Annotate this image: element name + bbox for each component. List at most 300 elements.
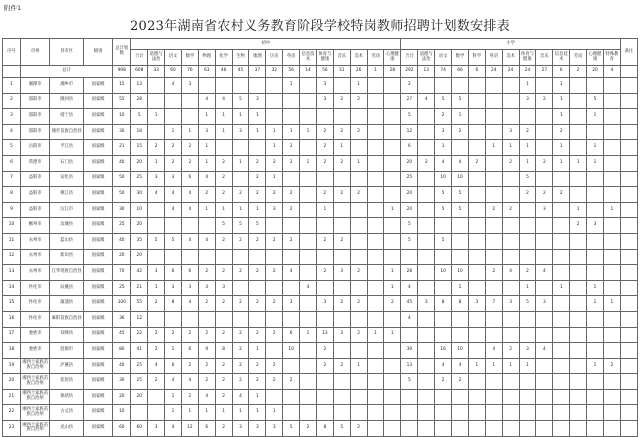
- cell-primary-value: [570, 93, 587, 109]
- cell-remark: [620, 327, 637, 343]
- cell-junior-value: 1: [215, 405, 232, 421]
- cell-junior-value: 2: [316, 358, 333, 374]
- table-row: [3, 171, 638, 187]
- cell-county: 绥宁县: [50, 109, 84, 125]
- cell-junior-value: 1: [249, 109, 266, 125]
- cell-primary-value: [519, 233, 536, 249]
- table-row: [3, 327, 638, 343]
- cell-junior-value: [384, 374, 401, 390]
- cell-primary-value: [418, 249, 435, 265]
- header-primary: 小学: [401, 39, 620, 50]
- cell-junior-value: 1: [384, 280, 401, 296]
- cell-primary-value: [553, 389, 570, 405]
- cell-junior-value: 1: [384, 327, 401, 343]
- cell-junior-value: 2: [266, 358, 283, 374]
- cell-junior-value: 45: [232, 66, 249, 78]
- cell-primary-value: [468, 374, 485, 390]
- table-row: [3, 202, 638, 218]
- cell-county: 新田县: [50, 249, 84, 265]
- cell-junior-value: [367, 171, 384, 187]
- cell-primary-value: [603, 311, 620, 327]
- cell-junior-value: 4: [165, 202, 182, 218]
- cell-primary-value: [468, 218, 485, 234]
- cell-level: 国家级: [84, 202, 113, 218]
- cell-county: 泸溪县: [50, 358, 84, 374]
- table-row: [3, 311, 638, 327]
- cell-primary-value: 10: [452, 171, 469, 187]
- cell-level: 国家级: [84, 358, 113, 374]
- cell-city: 永州市: [21, 233, 50, 249]
- cell-primary-value: [418, 358, 435, 374]
- cell-primary-value: 1: [468, 358, 485, 374]
- cell-remark: [620, 78, 637, 94]
- cell-primary-value: [536, 389, 553, 405]
- cell-primary-value: 5: [519, 296, 536, 312]
- cell-primary-value: [468, 249, 485, 265]
- cell-city: 娄底市: [21, 327, 50, 343]
- cell-junior-value: [384, 171, 401, 187]
- header-primary-subject: 音乐: [536, 50, 553, 66]
- cell-junior-value: [283, 389, 300, 405]
- cell-primary-value: 1: [435, 140, 452, 156]
- cell-junior-value: 2: [350, 93, 367, 109]
- cell-level: 国家级: [84, 93, 113, 109]
- cell-junior-value: 25: [131, 358, 148, 374]
- table-row: [3, 187, 638, 203]
- cell-primary-value: 5: [435, 93, 452, 109]
- cell-junior-value: [384, 421, 401, 437]
- cell-junior-value: [283, 311, 300, 327]
- cell-primary-value: 4: [401, 311, 418, 327]
- cell-plan-total: 25: [113, 280, 131, 296]
- cell-primary-value: [485, 93, 502, 109]
- cell-junior-value: 2: [249, 171, 266, 187]
- cell-seq: 16: [3, 311, 21, 327]
- cell-junior-value: 5: [215, 218, 232, 234]
- cell-primary-value: [418, 124, 435, 140]
- cell-junior-value: [333, 280, 350, 296]
- header-junior-subject: 数学: [181, 50, 198, 66]
- header-junior-subject: 心理健康: [384, 50, 401, 66]
- cell-seq: 22: [3, 405, 21, 421]
- cell-junior-value: 1: [300, 327, 317, 343]
- cell-plan-total: 30: [113, 374, 131, 390]
- cell-seq: 11: [3, 233, 21, 249]
- cell-junior-value: [367, 124, 384, 140]
- cell-junior-value: 20: [131, 218, 148, 234]
- cell-junior-value: 2: [316, 265, 333, 281]
- cell-junior-value: 5: [249, 218, 266, 234]
- cell-junior-value: [148, 405, 165, 421]
- cell-primary-value: [485, 311, 502, 327]
- cell-junior-value: [266, 218, 283, 234]
- cell-junior-value: [316, 218, 333, 234]
- cell-primary-value: [536, 124, 553, 140]
- header-primary-subject: 科学: [468, 50, 485, 66]
- cell-county: 蓝山县: [50, 233, 84, 249]
- cell-primary-value: 4: [452, 155, 469, 171]
- cell-level: 国家级: [84, 124, 113, 140]
- cell-primary-value: 74: [435, 66, 452, 78]
- cell-junior-value: [350, 140, 367, 156]
- cell-junior-value: 4: [198, 233, 215, 249]
- cell-junior-value: 6: [283, 327, 300, 343]
- cell-junior-value: 1: [249, 343, 266, 359]
- cell-junior-value: 2: [249, 233, 266, 249]
- cell-primary-value: 8: [435, 296, 452, 312]
- cell-remark: [620, 155, 637, 171]
- cell-primary-value: [570, 296, 587, 312]
- cell-primary-value: [603, 187, 620, 203]
- cell-junior-value: [181, 93, 198, 109]
- cell-junior-value: [266, 109, 283, 125]
- cell-primary-value: [570, 343, 587, 359]
- cell-seq: 5: [3, 140, 21, 156]
- table-row: [3, 265, 638, 281]
- cell-remark: [620, 265, 637, 281]
- cell-primary-value: 1: [587, 296, 604, 312]
- cell-junior-value: 2: [316, 343, 333, 359]
- cell-primary-value: 1: [452, 109, 469, 125]
- cell-plan-total: 80: [113, 343, 131, 359]
- cell-junior-value: 25: [131, 374, 148, 390]
- cell-junior-value: [384, 249, 401, 265]
- cell-junior-value: 2: [198, 265, 215, 281]
- cell-primary-value: [452, 249, 469, 265]
- cell-primary-value: [553, 265, 570, 281]
- cell-junior-value: [249, 249, 266, 265]
- header-primary-subject: 心理健康: [587, 50, 604, 66]
- cell-primary-value: [418, 405, 435, 421]
- cell-junior-value: 4: [198, 389, 215, 405]
- cell-junior-value: [350, 280, 367, 296]
- cell-primary-value: 24: [485, 66, 502, 78]
- cell-primary-value: [603, 78, 620, 94]
- header-primary-subject: 语文: [435, 50, 452, 66]
- cell-primary-value: [485, 405, 502, 421]
- header-junior-subject: 历史: [266, 50, 283, 66]
- cell-primary-value: [570, 280, 587, 296]
- table-row: [3, 389, 638, 405]
- cell-county: 城步苗族自治县: [50, 124, 84, 140]
- cell-primary-value: 2: [435, 374, 452, 390]
- cell-primary-value: [418, 233, 435, 249]
- cell-junior-value: 8: [215, 343, 232, 359]
- cell-junior-value: [384, 187, 401, 203]
- cell-primary-value: [536, 249, 553, 265]
- cell-primary-value: [502, 389, 519, 405]
- cell-primary-value: 1: [553, 140, 570, 156]
- cell-junior-value: 2: [165, 140, 182, 156]
- cell-level: 国家级: [84, 374, 113, 390]
- cell-primary-value: [519, 405, 536, 421]
- cell-junior-value: [350, 249, 367, 265]
- cell-junior-value: 3: [198, 280, 215, 296]
- table-row: [3, 124, 638, 140]
- cell-plan-total: 15: [113, 78, 131, 94]
- cell-remark: [620, 389, 637, 405]
- cell-junior-value: 3: [232, 421, 249, 437]
- cell-primary-value: [587, 249, 604, 265]
- cell-primary-value: 4: [435, 155, 452, 171]
- cell-city: 益阳市: [21, 171, 50, 187]
- cell-junior-value: [350, 218, 367, 234]
- cell-primary-value: [570, 389, 587, 405]
- cell-primary-value: 1: [587, 358, 604, 374]
- header-plan-total: 总计划数: [113, 39, 131, 66]
- cell-primary-value: [603, 327, 620, 343]
- cell-primary-value: [468, 171, 485, 187]
- cell-junior-value: 1: [300, 155, 317, 171]
- cell-junior-value: [333, 171, 350, 187]
- cell-junior-value: 2: [215, 187, 232, 203]
- cell-junior-value: [333, 374, 350, 390]
- cell-primary-value: 2: [519, 265, 536, 281]
- cell-junior-value: 2: [249, 265, 266, 281]
- cell-county: 涟源市: [50, 343, 84, 359]
- cell-junior-value: [384, 124, 401, 140]
- cell-plan-total: 55: [113, 93, 131, 109]
- cell-junior-value: [198, 218, 215, 234]
- cell-junior-value: 2: [232, 265, 249, 281]
- cell-remark: [620, 233, 637, 249]
- cell-junior-value: 6: [165, 358, 182, 374]
- cell-primary-value: [536, 374, 553, 390]
- cell-junior-value: [300, 78, 317, 94]
- cell-junior-value: 2: [181, 389, 198, 405]
- cell-primary-value: [603, 280, 620, 296]
- cell-junior-value: [283, 280, 300, 296]
- cell-junior-value: 60: [131, 421, 148, 437]
- cell-seq: 17: [3, 327, 21, 343]
- cell-primary-value: 1: [587, 109, 604, 125]
- cell-junior-value: 2: [181, 140, 198, 156]
- cell-junior-value: 1: [148, 109, 165, 125]
- cell-level: 国家级: [84, 155, 113, 171]
- cell-junior-value: [266, 93, 283, 109]
- header-junior-subject: 地理: [249, 50, 266, 66]
- cell-primary-value: 4: [452, 358, 469, 374]
- cell-junior-value: 5: [232, 93, 249, 109]
- cell-junior-value: 2: [283, 140, 300, 156]
- cell-junior-value: [148, 202, 165, 218]
- cell-primary-value: [553, 296, 570, 312]
- cell-primary-value: [502, 327, 519, 343]
- cell-junior-value: [316, 171, 333, 187]
- cell-primary-value: [553, 218, 570, 234]
- cell-junior-value: 1: [198, 109, 215, 125]
- header-junior-subject: 美术: [350, 50, 367, 66]
- cell-junior-value: 6: [198, 421, 215, 437]
- cell-primary-value: [587, 202, 604, 218]
- cell-primary-value: [570, 187, 587, 203]
- cell-primary-value: [536, 78, 553, 94]
- cell-junior-value: [384, 389, 401, 405]
- cell-primary-value: [468, 265, 485, 281]
- cell-primary-value: [587, 343, 604, 359]
- cell-primary-value: [502, 93, 519, 109]
- cell-primary-value: [452, 78, 469, 94]
- cell-plan-total: 50: [113, 187, 131, 203]
- cell-junior-value: 2: [350, 187, 367, 203]
- cell-junior-value: 1: [350, 358, 367, 374]
- cell-junior-value: 3: [316, 296, 333, 312]
- cell-county: 龙山县: [50, 421, 84, 437]
- cell-primary-value: [485, 218, 502, 234]
- cell-primary-value: [519, 109, 536, 125]
- cell-junior-value: [300, 187, 317, 203]
- cell-primary-value: [553, 343, 570, 359]
- cell-primary-value: [418, 202, 435, 218]
- cell-junior-value: [300, 140, 317, 156]
- cell-seq: 9: [3, 202, 21, 218]
- cell-remark: [620, 358, 637, 374]
- cell-primary-value: [603, 405, 620, 421]
- cell-primary-value: [570, 233, 587, 249]
- cell-junior-value: 1: [350, 78, 367, 94]
- cell-primary-value: 2: [418, 155, 435, 171]
- cell-junior-value: 2: [316, 233, 333, 249]
- cell-junior-value: [350, 389, 367, 405]
- cell-plan-total: 30: [113, 124, 131, 140]
- cell-junior-value: [148, 389, 165, 405]
- cell-primary-value: 3: [435, 124, 452, 140]
- cell-primary-value: [587, 187, 604, 203]
- cell-primary-value: [587, 124, 604, 140]
- cell-junior-value: 37: [249, 66, 266, 78]
- cell-primary-value: 24: [502, 66, 519, 78]
- cell-junior-value: 41: [131, 343, 148, 359]
- cell-primary-value: [570, 327, 587, 343]
- cell-plan-total: 10: [113, 405, 131, 421]
- cell-primary-value: [553, 311, 570, 327]
- cell-seq: 15: [3, 296, 21, 312]
- cell-seq: 21: [3, 389, 21, 405]
- cell-junior-value: 56: [283, 66, 300, 78]
- cell-primary-value: [401, 389, 418, 405]
- cell-level: 国家级: [84, 280, 113, 296]
- cell-primary-value: 1: [553, 109, 570, 125]
- cell-junior-value: 1: [165, 405, 182, 421]
- cell-junior-value: [333, 202, 350, 218]
- cell-primary-value: [418, 327, 435, 343]
- cell-primary-value: [570, 78, 587, 94]
- cell-junior-value: 2: [148, 140, 165, 156]
- cell-primary-value: 2: [485, 265, 502, 281]
- cell-junior-value: 1: [148, 280, 165, 296]
- cell-junior-value: 2: [215, 296, 232, 312]
- cell-junior-value: [283, 109, 300, 125]
- cell-county: 湘乡市: [50, 78, 84, 94]
- cell-junior-value: 3: [283, 296, 300, 312]
- cell-junior-value: [350, 233, 367, 249]
- cell-junior-value: [215, 249, 232, 265]
- cell-primary-value: 5: [401, 233, 418, 249]
- cell-level: 国家级: [84, 218, 113, 234]
- cell-junior-value: [350, 202, 367, 218]
- cell-junior-value: [384, 155, 401, 171]
- cell-junior-value: 2: [266, 296, 283, 312]
- cell-junior-value: [350, 109, 367, 125]
- cell-junior-value: 2: [283, 233, 300, 249]
- cell-junior-value: 2: [333, 124, 350, 140]
- cell-primary-value: 4: [536, 343, 553, 359]
- cell-junior-value: 1: [367, 327, 384, 343]
- cell-junior-value: 33: [148, 66, 165, 78]
- cell-junior-value: [384, 311, 401, 327]
- cell-junior-value: 2: [198, 358, 215, 374]
- cell-junior-value: [198, 249, 215, 265]
- cell-county: 花垣县: [50, 374, 84, 390]
- header-primary-subject: 美术: [502, 50, 519, 66]
- cell-junior-value: 4: [181, 374, 198, 390]
- cell-primary-value: [468, 109, 485, 125]
- cell-junior-value: [384, 405, 401, 421]
- cell-junior-value: [350, 405, 367, 421]
- cell-primary-value: [485, 421, 502, 437]
- cell-junior-value: 1: [198, 155, 215, 171]
- cell-primary-value: [502, 78, 519, 94]
- cell-junior-value: 3: [316, 78, 333, 94]
- cell-primary-value: [536, 218, 553, 234]
- cell-junior-value: [131, 405, 148, 421]
- cell-primary-value: 2: [468, 155, 485, 171]
- cell-junior-value: 2: [215, 155, 232, 171]
- cell-primary-value: 3: [536, 296, 553, 312]
- cell-junior-value: [300, 389, 317, 405]
- cell-junior-value: [300, 265, 317, 281]
- cell-junior-value: 1: [384, 202, 401, 218]
- cell-primary-value: [570, 405, 587, 421]
- cell-county: 汝城县: [50, 218, 84, 234]
- cell-primary-value: 1: [519, 140, 536, 156]
- header-level: 级别: [84, 39, 113, 66]
- cell-primary-value: 5: [587, 93, 604, 109]
- cell-junior-value: 4: [148, 187, 165, 203]
- cell-level: 国家级: [84, 249, 113, 265]
- cell-primary-value: 16: [435, 343, 452, 359]
- cell-primary-value: [418, 280, 435, 296]
- cell-primary-value: [452, 389, 469, 405]
- cell-primary-value: 5: [401, 109, 418, 125]
- table-row: [3, 280, 638, 296]
- header-junior-subject: 体育与健康: [316, 50, 333, 66]
- cell-primary-value: [587, 374, 604, 390]
- cell-primary-value: 2: [553, 124, 570, 140]
- header-primary-subject: 道德与法治: [418, 50, 435, 66]
- cell-junior-value: 2: [232, 374, 249, 390]
- cell-primary-value: [502, 421, 519, 437]
- table-row: [3, 78, 638, 94]
- cell-junior-value: [316, 374, 333, 390]
- cell-primary-value: [485, 249, 502, 265]
- cell-junior-value: 2: [283, 202, 300, 218]
- cell-plan-total: 10: [113, 109, 131, 125]
- cell-junior-value: [384, 343, 401, 359]
- cell-junior-value: [367, 187, 384, 203]
- cell-junior-value: [333, 405, 350, 421]
- cell-junior-value: 3: [148, 171, 165, 187]
- cell-seq: 14: [3, 280, 21, 296]
- cell-level: 国家级: [84, 109, 113, 125]
- cell-junior-value: 3: [249, 93, 266, 109]
- cell-junior-value: 3: [316, 93, 333, 109]
- cell-plan-total: 40: [113, 155, 131, 171]
- cell-junior-value: [367, 421, 384, 437]
- cell-junior-value: 4: [165, 187, 182, 203]
- cell-remark: [620, 187, 637, 203]
- cell-primary-value: [468, 280, 485, 296]
